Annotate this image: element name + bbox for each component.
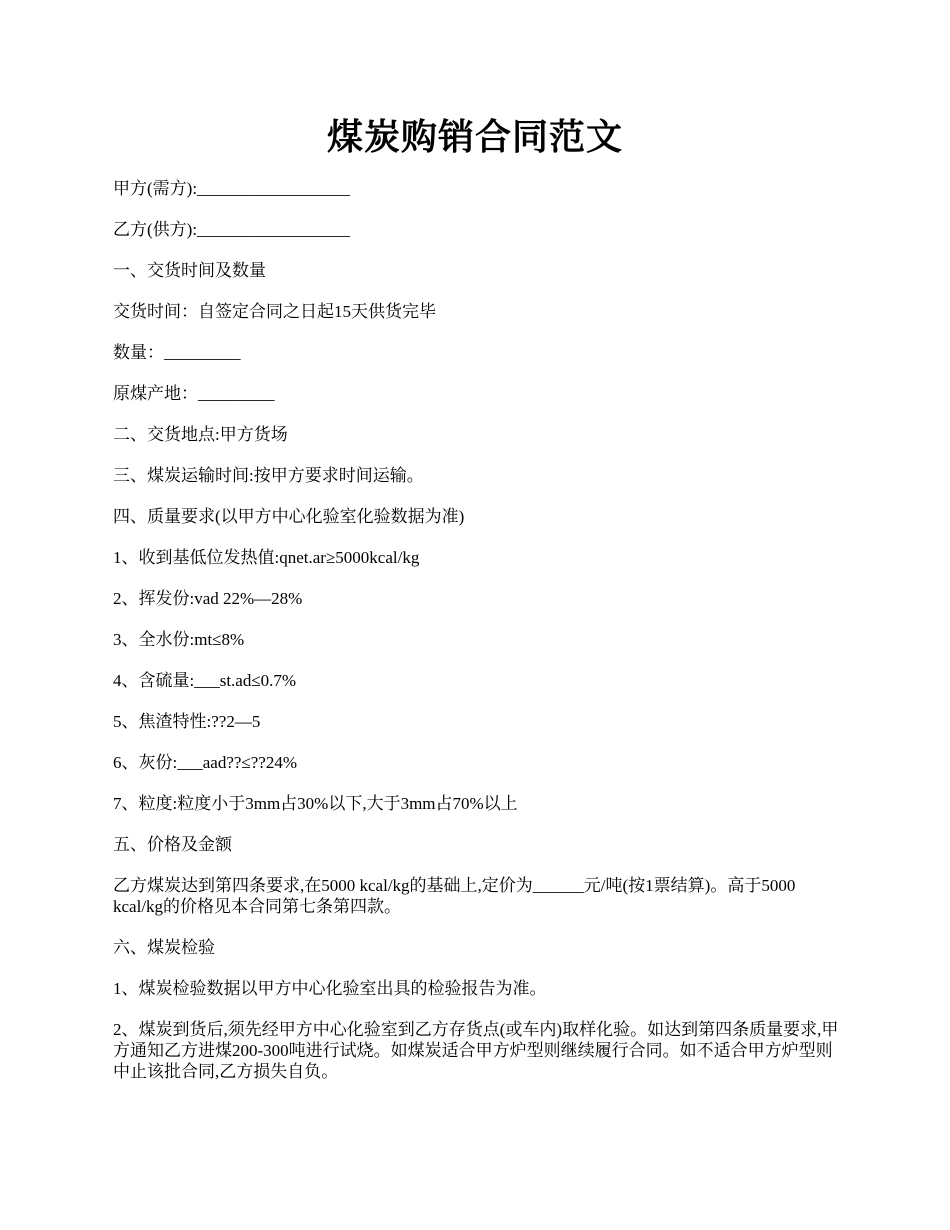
quality-item-calorific: 1、收到基低位发热值:qnet.ar≥5000kcal/kg: [113, 548, 420, 567]
document-title: 煤炭购销合同范文: [326, 117, 623, 157]
quality-item-moisture: 3、全水份:mt≤8%: [113, 630, 245, 649]
inspection-item-1: 1、煤炭检验数据以甲方中心化验室出具的检验报告为准。: [113, 979, 547, 998]
quantity-line: 数量：_________: [113, 343, 241, 362]
inspection-item-2: 2、煤炭到货后,须先经甲方中心化验室到乙方存货点(或车内)取样化验。如达到第四条质量要求,甲方通知乙方进煤200-300吨进行试烧。如煤炭适合甲方炉型则继续履行合同。如不适合甲方炉型则中止该批合同,乙方损失自负。: [113, 1020, 839, 1081]
party-a-line: 甲方(需方):__________________: [113, 179, 351, 198]
quality-item-coke: 5、焦渣特性:??2—5: [113, 712, 261, 731]
quality-item-size: 7、粒度:粒度小于3mm占30%以下,大于3mm占70%以上: [113, 794, 518, 813]
party-b-line: 乙方(供方):__________________: [113, 220, 351, 239]
origin-line: 原煤产地：_________: [113, 384, 275, 403]
delivery-time-line: 交货时间：自签定合同之日起15天供货完毕: [113, 302, 436, 321]
section-heading-transport: 三、煤炭运输时间:按甲方要求时间运输。: [113, 466, 424, 485]
section-heading-quality: 四、质量要求(以甲方中心化验室化验数据为准): [113, 507, 465, 526]
quality-item-ash: 6、灰份:___aad??≤??24%: [113, 753, 297, 772]
price-paragraph: 乙方煤炭达到第四条要求,在5000 kcal/kg的基础上,定价为______元/吨(按1票结算)。高于5000 kcal/kg的价格见本合同第七条第四款。: [113, 876, 800, 916]
document-body: [113, 178, 843, 1102]
quality-item-volatile: 2、挥发份:vad 22%—28%: [113, 589, 303, 608]
section-heading-price: 五、价格及金额: [113, 835, 232, 854]
section-heading-inspection: 六、煤炭检验: [113, 938, 215, 957]
quality-item-sulfur: 4、含硫量:___st.ad≤0.7%: [113, 671, 297, 690]
section-heading-delivery-time: 一、交货时间及数量: [113, 261, 266, 280]
section-heading-delivery-place: 二、交货地点:甲方货场: [113, 425, 288, 444]
